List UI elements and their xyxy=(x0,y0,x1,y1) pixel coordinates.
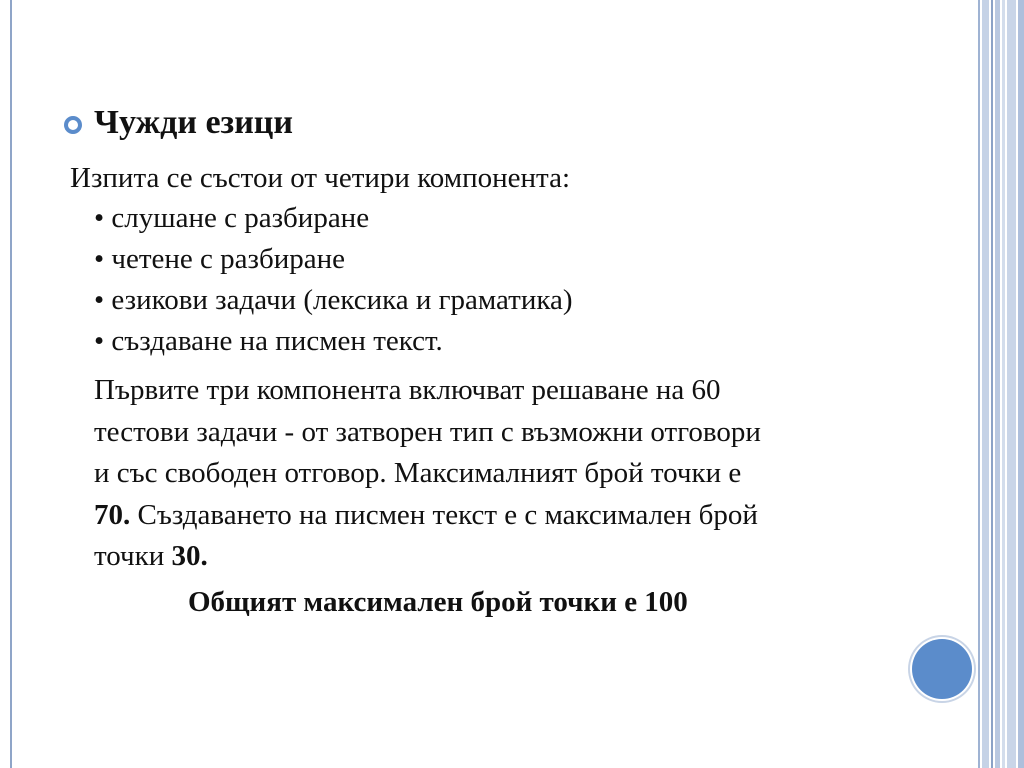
title-bullet-icon xyxy=(64,116,82,134)
frame-stripe xyxy=(1002,0,1005,768)
frame-left-line xyxy=(10,0,12,768)
paragraph-line: тестови задачи - от затворен тип с възможни отговори xyxy=(94,415,761,448)
frame-stripe xyxy=(1007,0,1016,768)
list-item: • слушане с разбиране xyxy=(94,202,370,234)
list-item: • езикови задачи (лексика и граматика) xyxy=(94,284,573,316)
list-item: • създаване на писмен текст. xyxy=(94,325,443,357)
intro-text: Изпита се състои от четири компонента: xyxy=(70,162,570,194)
max-points-writing: 30. xyxy=(171,540,208,572)
paragraph-line xyxy=(94,495,894,537)
slide-title: Чужди езици xyxy=(94,104,293,141)
components-list xyxy=(94,198,573,362)
frame-stripe xyxy=(978,0,980,768)
paragraph-line: и със свободен отговор. Максималният брой точки е xyxy=(94,457,742,489)
frame-stripe xyxy=(995,0,1000,768)
total-points-text: Общият максимален брой точки е 100 xyxy=(188,586,688,618)
paragraph-line xyxy=(94,536,894,578)
paragraph-line: Първите три компонента включват решаване на 60 xyxy=(94,374,721,406)
frame-stripe xyxy=(991,0,993,768)
max-points-tests: 70. xyxy=(94,498,131,531)
list-item: • четене с разбиране xyxy=(94,243,346,275)
frame-stripe xyxy=(982,0,989,768)
paragraph-text: точки xyxy=(94,540,172,572)
frame-stripe xyxy=(1018,0,1024,768)
decorative-circle xyxy=(912,639,972,699)
paragraph-text: Създаването на писмен текст е с максимален брой xyxy=(130,498,758,531)
description-paragraph xyxy=(94,370,894,578)
